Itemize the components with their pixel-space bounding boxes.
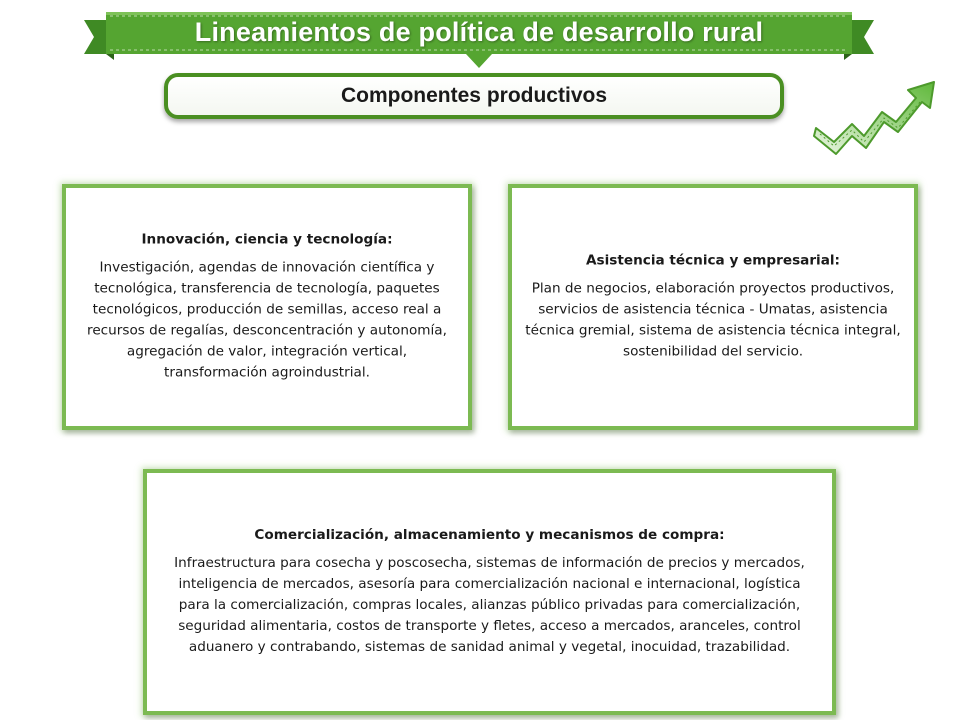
commercialization-body: Infraestructura para cosecha y poscosecha, sistemas de información de precios y mercados, inteligencia de mercados, asesoría para comercialización nacional e internacional, logística para la comercialización, compras locales, alianzas público privadas para comercialización, seguridad alimentaria, costos de transporte y fletes, acceso a mercados, aranceles, control aduanero y contrabando, sistemas de sanidad animal y vegetal, inocuidad, trazabilidad. [174,555,805,655]
innovation-heading: Innovación, ciencia y tecnología: [141,231,393,248]
technical-assistance-heading: Asistencia técnica y empresarial: [586,252,840,269]
commercialization-heading: Comercialización, almacenamiento y mecanismos de compra: [254,527,725,543]
title-banner [84,8,874,76]
section-subtitle: Componentes productivos [164,73,784,119]
commercialization-box [143,469,836,715]
innovation-body: Investigación, agendas de innovación científica y tecnológica, transferencia de tecnología, paquetes tecnológicos, producción de semillas, acceso real a recursos de regalías, desconcentración y autonomía, agregación de valor, integración vertical, transformación agroindustrial. [87,259,447,381]
growth-arrow-icon [812,78,950,160]
page-title: Lineamientos de política de desarrollo rural [194,17,764,47]
technical-assistance-box [508,184,918,430]
innovation-box [62,184,472,430]
technical-assistance-body: Plan de negocios, elaboración proyectos productivos, servicios de asistencia técnica - Umatas, asistencia técnica gremial, sistema de asistencia técnica integral, sostenibilidad del servicio. [525,280,901,360]
